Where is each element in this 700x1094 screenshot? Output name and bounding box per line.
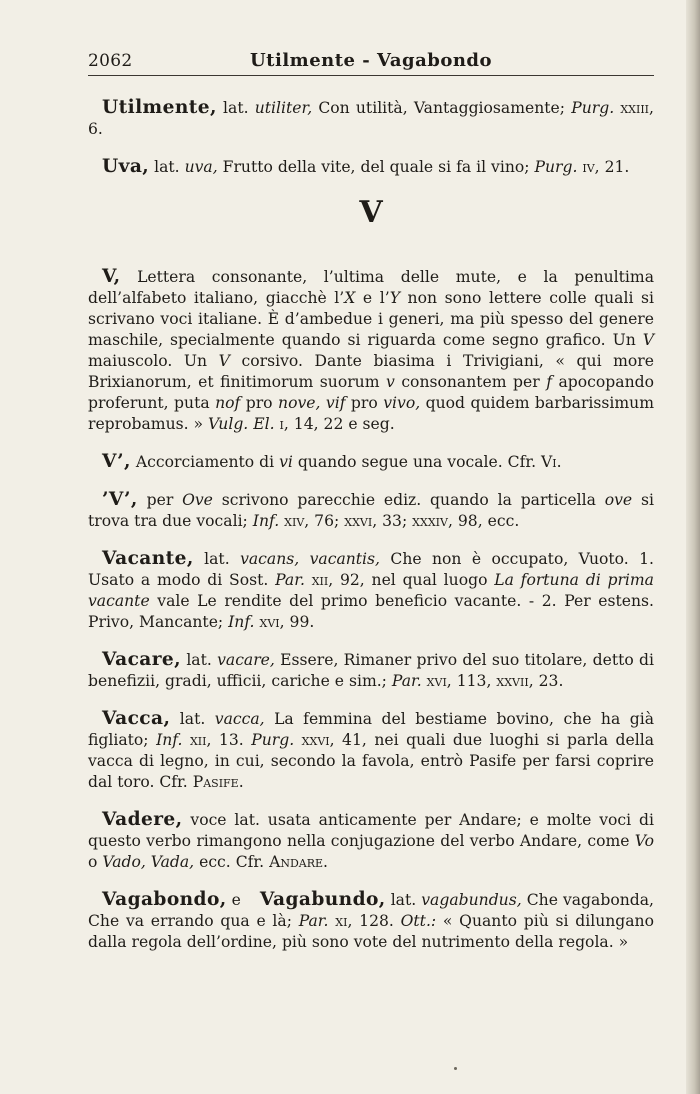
small-caps-text: Andare bbox=[269, 853, 324, 871]
small-caps-text: xii bbox=[189, 731, 207, 749]
small-caps-text: xxiii bbox=[620, 99, 650, 117]
small-caps-text: xi bbox=[335, 912, 348, 930]
entry-text: lat. bbox=[216, 99, 255, 117]
entry-text: apocopando proferunt, puta bbox=[88, 373, 654, 412]
small-caps-text: xxvi bbox=[344, 512, 373, 530]
entry-text: non sono lettere colle quali si scrivano voci italiane. È d’ambedue i generi, ma più spesso del genere maschile, specialmente quando si riguarda come segno grafico. Un bbox=[88, 289, 654, 349]
italic-text: Inf. bbox=[156, 731, 183, 749]
italic-text: Purg. bbox=[571, 99, 615, 117]
headword: Vagabundo, bbox=[259, 889, 386, 910]
entry-text: e l’ bbox=[355, 289, 390, 307]
entry-text: o bbox=[88, 853, 103, 871]
entry-text: Frutto della vite, del quale si fa il vino; bbox=[217, 158, 535, 176]
headword: V’, bbox=[102, 451, 131, 472]
italic-text: Inf. bbox=[252, 512, 280, 530]
entry-text: per bbox=[137, 491, 183, 509]
entry-text: . bbox=[238, 773, 244, 791]
headword: V, bbox=[102, 266, 121, 287]
small-caps-text: xii bbox=[311, 571, 329, 589]
italic-text: nove, vif bbox=[278, 394, 346, 412]
entry-text: corsivo. Dante biasima i Trivigiani, « qui more Brixianorum, et finitimorum suorum bbox=[88, 352, 654, 391]
small-caps-text: xvi bbox=[426, 672, 447, 690]
italic-text: ove bbox=[604, 491, 633, 509]
italic-text: Purg. bbox=[534, 158, 578, 176]
entries-column bbox=[88, 97, 654, 969]
entry-text: , 6. bbox=[88, 99, 654, 138]
entry-text: si trova tra due vocali; bbox=[88, 491, 654, 530]
italic-text: vacare, bbox=[217, 651, 275, 669]
entry-text: Lettera consonante, l’ultima delle mute, e la penultima dell’alfabeto italiano, giacchè l’ bbox=[88, 268, 654, 307]
italic-text: utiliter, bbox=[254, 99, 313, 117]
small-caps-text: i bbox=[279, 415, 284, 433]
headword: Vagabondo, bbox=[102, 889, 227, 910]
italic-text: uva, bbox=[184, 158, 218, 176]
entry-apostrophe-v-apostrophe bbox=[88, 489, 654, 532]
entry-text: lat. bbox=[170, 710, 215, 728]
italic-text: V bbox=[642, 331, 654, 349]
entry-text: Che non è occupato, Vuoto. 1. Usato a modo di Sost. bbox=[88, 550, 654, 589]
entry-text: , 76; bbox=[304, 512, 345, 530]
entry-text: lat. bbox=[181, 651, 218, 669]
entry-text: . bbox=[556, 453, 562, 471]
italic-text: Y bbox=[389, 289, 400, 307]
entry-text bbox=[182, 731, 190, 749]
italic-text: La fortuna di prima vacante bbox=[88, 571, 654, 610]
entry-vagabondo bbox=[88, 889, 654, 953]
italic-text: vagabundus, bbox=[421, 891, 522, 909]
paper-speck bbox=[454, 1067, 457, 1070]
italic-text: Par. bbox=[391, 672, 422, 690]
entry-text: pro bbox=[240, 394, 279, 412]
italic-text: Par. bbox=[275, 571, 305, 589]
entry-text: Che vagabonda, Che va errando qua e là; bbox=[88, 891, 654, 930]
entry-vacante bbox=[88, 548, 654, 633]
entry-utilmente bbox=[88, 97, 654, 140]
headword: Utilmente, bbox=[102, 97, 217, 118]
entry-text bbox=[305, 571, 312, 589]
entry-text: vale Le rendite del primo beneficio vacante. - 2. Per estens. Privo, Mancante; bbox=[88, 592, 654, 631]
entry-text: Essere, Rimaner privo del suo titolare, detto di benefizii, gradi, ufficii, cariche e sim.; bbox=[88, 651, 654, 690]
entry-text: voce lat. usata anticamente per Andare; e molte voci di questo verbo rimangono nella conjugazione del verbo Andare, come bbox=[88, 811, 654, 850]
entry-text: consonantem per bbox=[394, 373, 547, 391]
entry-text: lat. bbox=[149, 158, 185, 176]
entry-uva bbox=[88, 156, 654, 178]
entry-vacca bbox=[88, 708, 654, 793]
entry-text: ecc. Cfr. bbox=[194, 853, 270, 871]
entry-text: , 33; bbox=[372, 512, 413, 530]
entry-text: La femmina del bestiame bovino, che ha già figliato; bbox=[88, 710, 654, 749]
entry-text bbox=[294, 731, 302, 749]
headword: Vacare, bbox=[102, 649, 182, 670]
entry-text: , 13. bbox=[206, 731, 252, 749]
italic-text: f bbox=[546, 373, 552, 391]
italic-text: vivo, bbox=[383, 394, 421, 412]
headword: Uva, bbox=[102, 156, 150, 177]
page-number: 2062 bbox=[88, 51, 133, 71]
entry-text: maiuscolo. Un bbox=[88, 352, 219, 370]
entry-vacare bbox=[88, 649, 654, 692]
entry-text: scrivono parecchie ediz. quando la particella bbox=[212, 491, 605, 509]
italic-text: X bbox=[344, 289, 356, 307]
entry-text: , 14, 22 e seg. bbox=[283, 415, 395, 433]
italic-text: Par. bbox=[298, 912, 329, 930]
entry-text: , 92, nel qual luogo bbox=[328, 571, 495, 589]
small-caps-text: xxvii bbox=[496, 672, 529, 690]
entry-v bbox=[88, 266, 654, 435]
small-caps-text: Pasife bbox=[192, 773, 239, 791]
entry-text: pro bbox=[345, 394, 384, 412]
entry-text: Accorciamento di bbox=[130, 453, 280, 471]
entry-v-apostrophe bbox=[88, 451, 654, 473]
section-letter-heading: V bbox=[359, 195, 383, 230]
entry-text: , 113, bbox=[446, 672, 497, 690]
headword: Vadere, bbox=[102, 809, 183, 830]
small-caps-text: xxxiv bbox=[412, 512, 448, 530]
entry-text: e bbox=[226, 891, 246, 909]
entry-text: lat. bbox=[193, 550, 241, 568]
header-rule bbox=[88, 75, 654, 76]
entry-text: , 98, ecc. bbox=[447, 512, 520, 530]
italic-text: Ove bbox=[182, 491, 213, 509]
running-title: Utilmente - Vagabondo bbox=[249, 50, 493, 71]
entry-text: Con utilità, Vantaggiosamente; bbox=[312, 99, 572, 117]
italic-text: v bbox=[386, 373, 395, 391]
small-caps-text: xvi bbox=[259, 613, 280, 631]
entry-text: quod quidem barbarissimum reprobamus. » bbox=[88, 394, 654, 433]
headword: Vacante, bbox=[102, 548, 194, 569]
small-caps-text: xxvi bbox=[301, 731, 330, 749]
headword: ’V’, bbox=[102, 489, 138, 510]
entry-text: , 21. bbox=[594, 158, 630, 176]
entry-text: , 41, nei quali due luoghi si parla della vacca di legno, in cui, secondo la favola, entrò Pasife per farsi coprire dal toro. Cfr. bbox=[88, 731, 654, 791]
small-caps-text: Vi bbox=[541, 453, 557, 471]
running-header bbox=[88, 48, 654, 78]
italic-text: Purg. bbox=[251, 731, 295, 749]
italic-text: vacans, vacantis, bbox=[240, 550, 380, 568]
small-caps-text: xiv bbox=[284, 512, 305, 530]
entry-text: , 23. bbox=[528, 672, 564, 690]
headword: Vacca, bbox=[102, 708, 171, 729]
entry-text: quando segue una vocale. Cfr. bbox=[292, 453, 542, 471]
italic-text: vacca, bbox=[214, 710, 265, 728]
entry-vadere bbox=[88, 809, 654, 873]
entry-text: , 99. bbox=[279, 613, 315, 631]
italic-text: nof bbox=[215, 394, 241, 412]
italic-text: Vado, Vada, bbox=[102, 853, 195, 871]
italic-text: Vulg. El. bbox=[208, 415, 275, 433]
italic-text: Inf. bbox=[228, 613, 255, 631]
italic-text: Vo bbox=[634, 832, 654, 850]
entry-text: lat. bbox=[385, 891, 422, 909]
book-spine-edge bbox=[686, 0, 700, 1094]
entry-text: . bbox=[323, 853, 329, 871]
italic-text: Ott.: bbox=[400, 912, 437, 930]
italic-text: vi bbox=[279, 453, 293, 471]
italic-text: V bbox=[218, 352, 230, 370]
small-caps-text: iv bbox=[582, 158, 595, 176]
entry-text: « Quanto più si dilungano dalla regola dell’ordine, più sono vote del nutrimento della regola. » bbox=[88, 912, 654, 951]
entry-text: , 128. bbox=[347, 912, 401, 930]
